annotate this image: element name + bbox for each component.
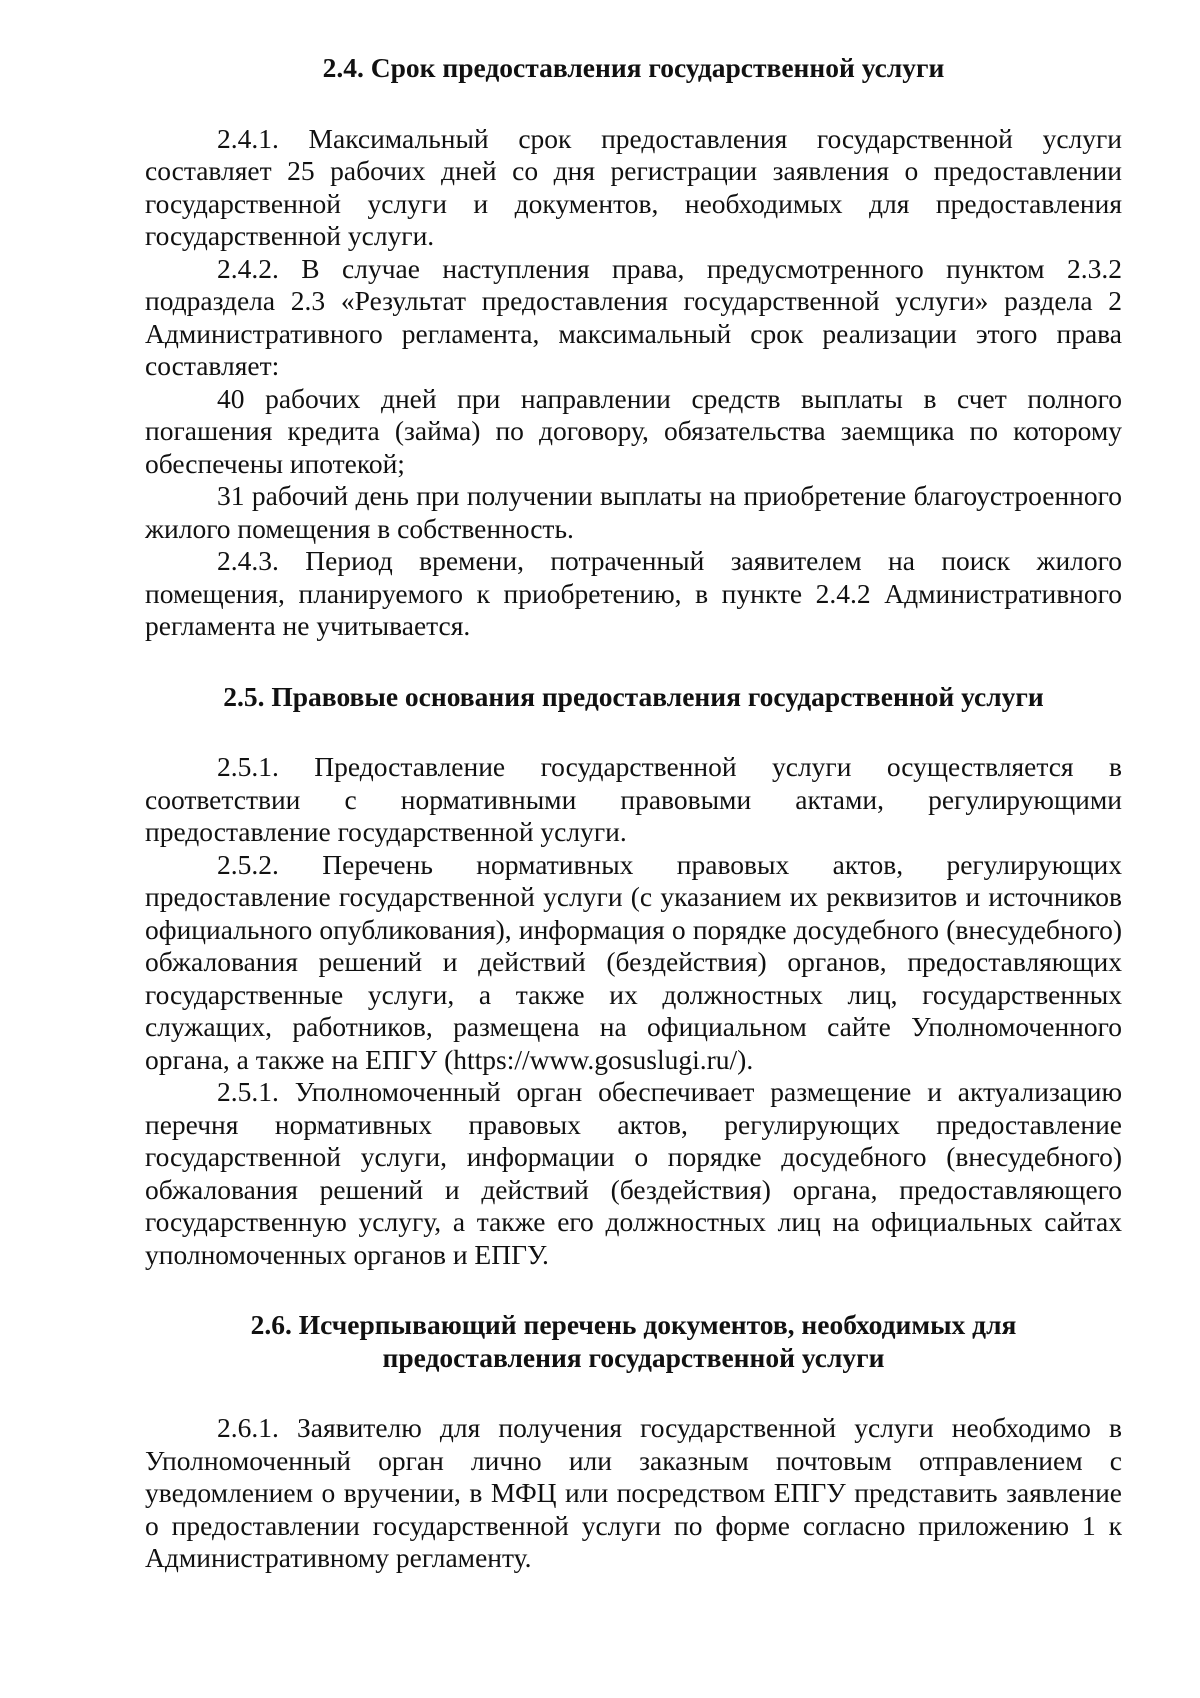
section-2-6 [145, 1309, 1122, 1575]
paragraph-2-5-2: 2.5.2. Перечень нормативных правовых актов, регулирующих предоставление государственной услуги (с указанием их реквизитов и источников официального опубликования), информация о порядке досудебного (внесудебного) обжалования решений и действий (бездействия) органов, предоставляющих государственные услуги, а также их должностных лиц, государственных служащих, работников, размещена на официальном сайте Уполномоченного органа, а также на ЕПГУ (https://www.gosuslugi.ru/). [145, 848, 1122, 1075]
section-2-4 [145, 52, 1122, 643]
section-heading-line-1: 2.6. Исчерпывающий перечень документов, необходимых для [250, 1309, 1017, 1340]
section-heading-line-2: предоставления государственной услуги [382, 1341, 885, 1373]
paragraph-2-4-3: 2.4.3. Период времени, потраченный заявителем на поиск жилого помещения, планируемого к приобретению, в пункте 2.4.2 Административного регламента не учитывается. [145, 545, 1122, 641]
section-2-5 [145, 681, 1122, 1272]
paragraph-31-day: 31 рабочий день при получении выплаты на приобретение благоустроенного жилого помещения в собственность. [145, 480, 1122, 544]
section-heading: 2.5. Правовые основания предоставления государственной услуги [223, 680, 1044, 712]
paragraph-2-4-2: 2.4.2. В случае наступления права, предусмотренного пунктом 2.3.2 подраздела 2.3 «Результат предоставления государственной услуги» раздела 2 Административного регламента, максимальный срок реализации этого права составляет: [145, 252, 1122, 381]
section-heading [145, 1309, 1122, 1374]
paragraph-2-5-1: 2.5.1. Предоставление государственной услуги осуществляется в соответствии с нормативными правовыми актами, регулирующими предоставление государственной услуги. [145, 751, 1122, 847]
paragraph-40-days: 40 рабочих дней при направлении средств выплаты в счет полного погашения кредита (займа) по договору, обязательства заемщика по которому обеспечены ипотекой; [145, 382, 1122, 479]
paragraph-2-5-1-repeat: 2.5.1. Уполномоченный орган обеспечивает размещение и актуализацию перечня нормативных правовых актов, регулирующих предоставление государственной услуги, информации о порядке досудебного (внесудебного) обжалования решений и действий (бездействия) органа, предоставляющего государственную услугу, а также его должностных лиц на официальных сайтах уполномоченных органов и ЕПГУ. [145, 1076, 1122, 1270]
section-heading: 2.4. Срок предоставления государственной услуги [322, 52, 945, 83]
paragraph-2-4-1: 2.4.1. Максимальный срок предоставления государственной услуги составляет 25 рабочих дней со дня регистрации заявления о предоставлении государственной услуги и документов, необходимых для предоставления государственной услуги. [145, 122, 1122, 251]
paragraph-2-6-1: 2.6.1. Заявителю для получения государственной услуги необходимо в Уполномоченный орган лично или заказным почтовым отправлением с уведомлением о вручении, в МФЦ или посредством ЕПГУ представить заявление о предоставлении государственной услуги по форме согласно приложению 1 к Административному регламенту. [145, 1412, 1122, 1573]
